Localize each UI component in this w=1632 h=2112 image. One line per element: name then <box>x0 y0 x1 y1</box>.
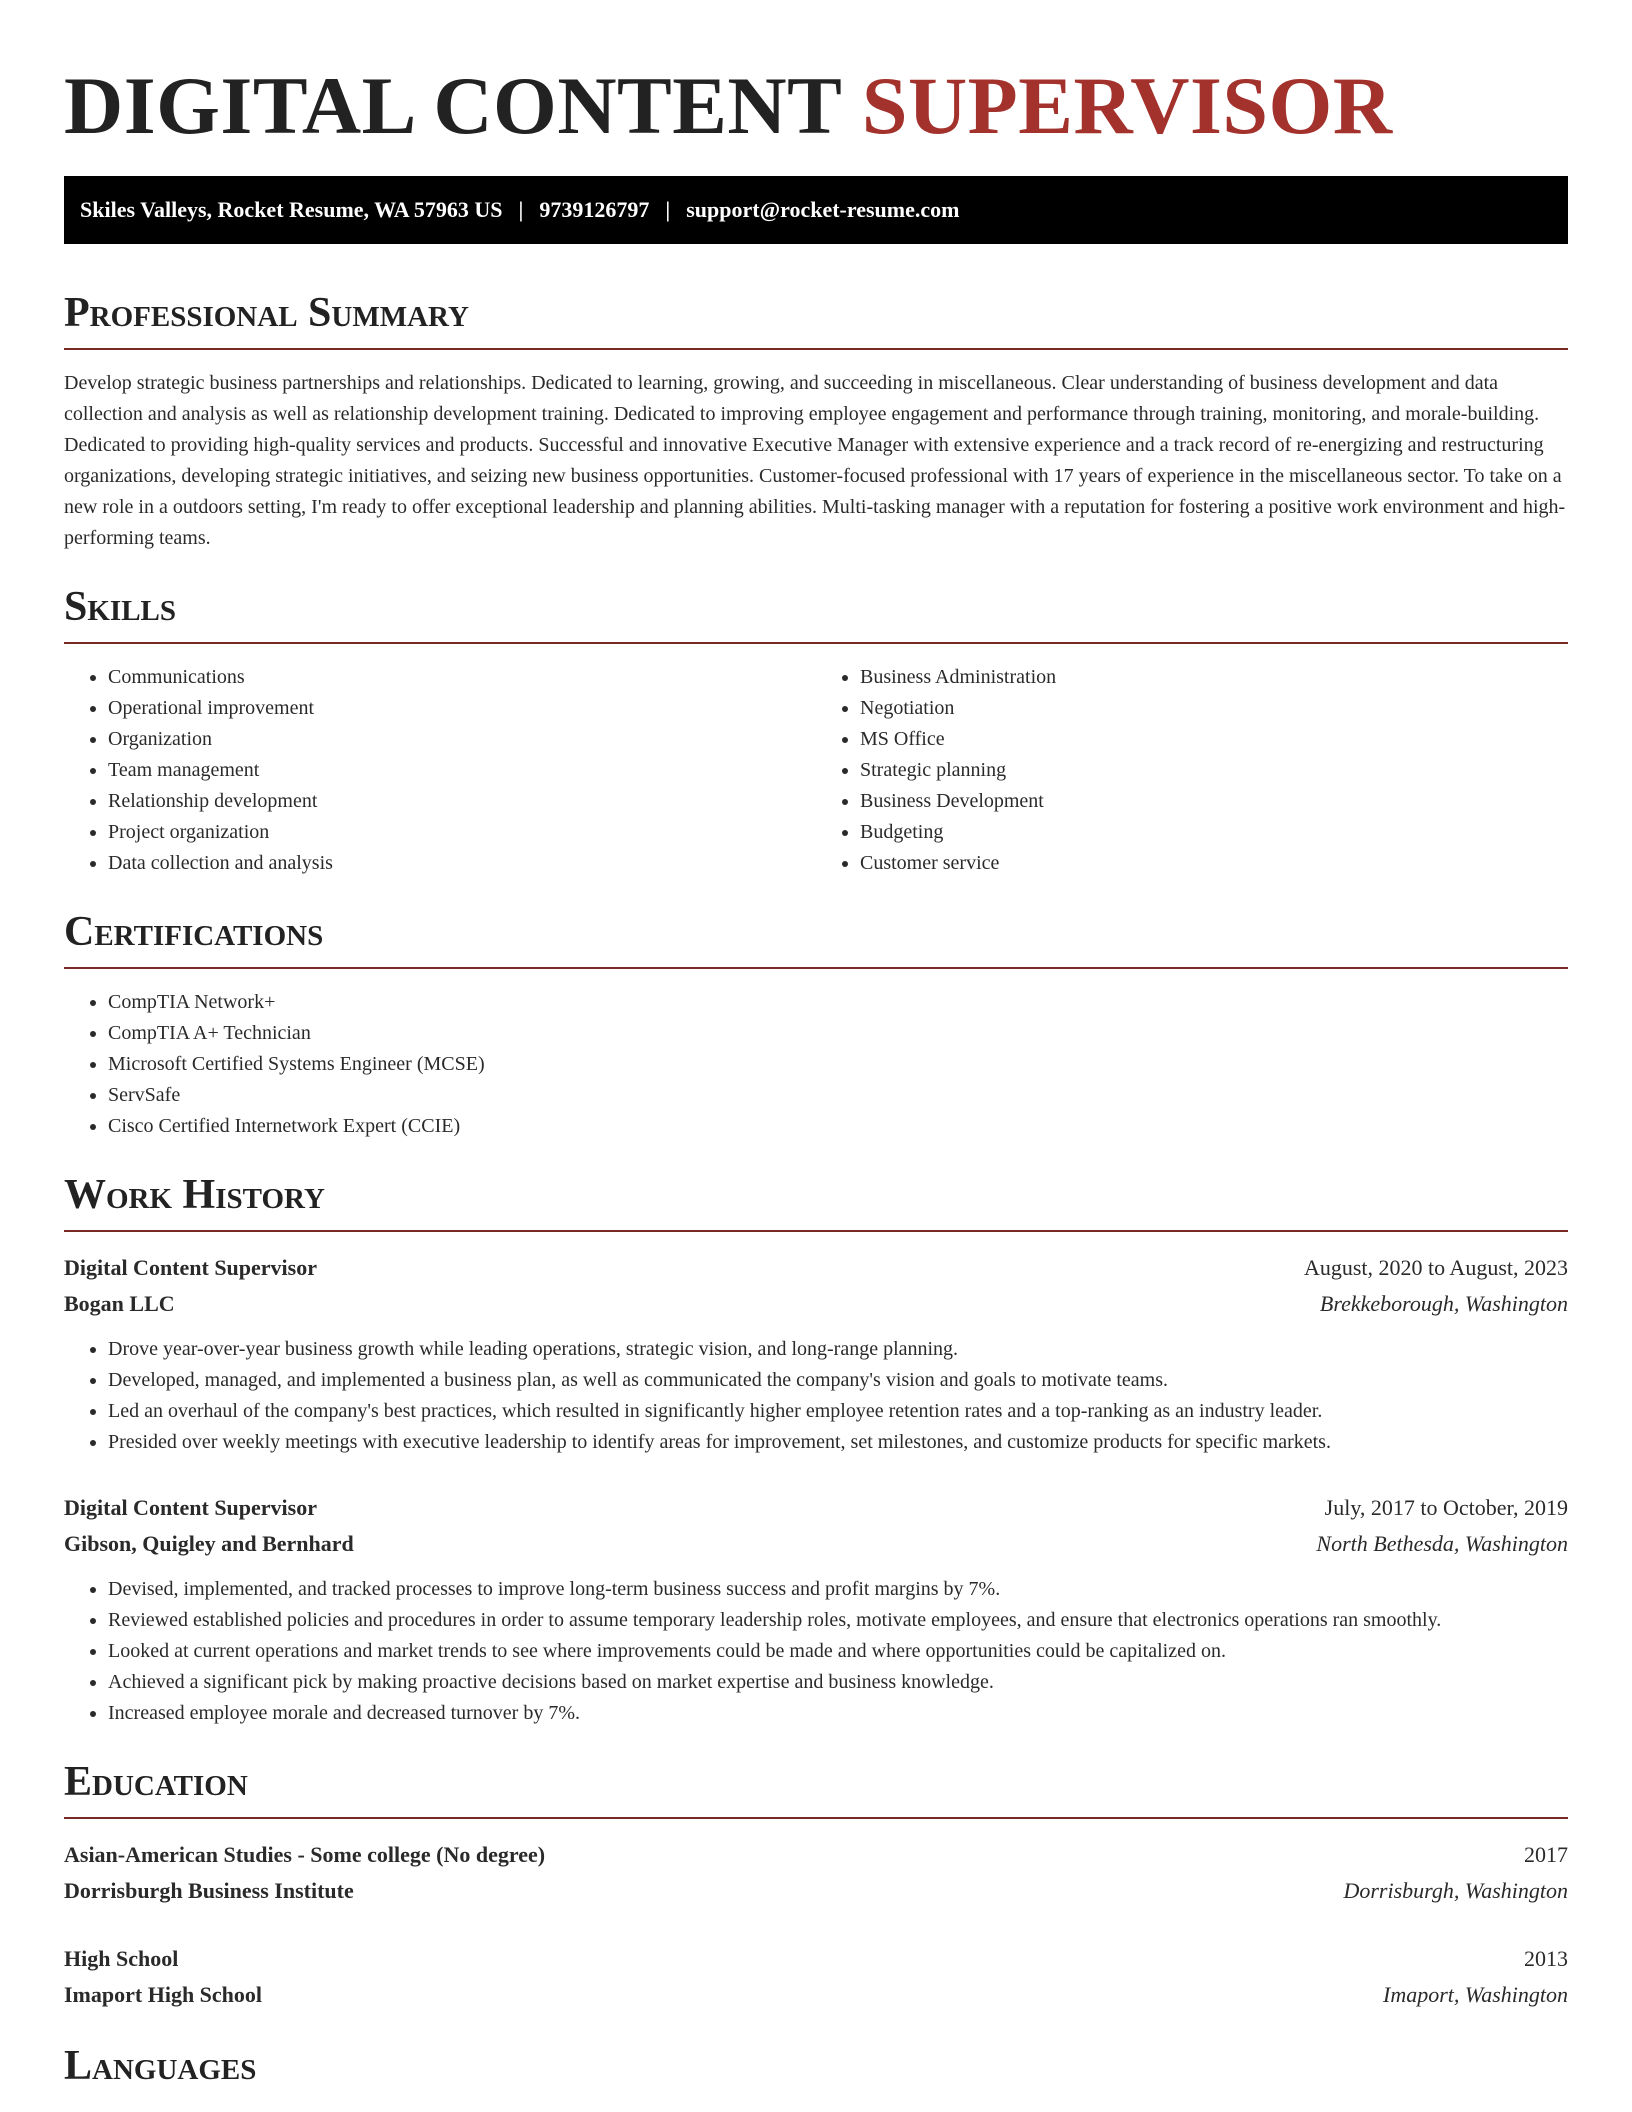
job-company-row <box>64 1526 1568 1562</box>
job-bullet: • Increased employee morale and decreased turnover by 7%. <box>108 1698 1568 1729</box>
job-bullet: • Drove year-over-year business growth while leading operations, strategic vision, and long-range planning. <box>108 1334 1568 1365</box>
section-divider <box>64 967 1568 969</box>
section-divider <box>64 1817 1568 1819</box>
skills-right-list <box>816 662 1568 879</box>
certification-item: • Microsoft Certified Systems Engineer (MCSE) <box>108 1049 1568 1080</box>
skill-item: • MS Office <box>860 724 1568 755</box>
section-divider <box>64 1230 1568 1232</box>
skill-item: • Negotiation <box>860 693 1568 724</box>
job-bullet: • Achieved a significant pick by making proactive decisions based on market expertise and business knowledge. <box>108 1667 1568 1698</box>
education-section <box>64 1757 1568 2013</box>
section-divider <box>64 348 1568 350</box>
education-degree-row <box>64 1837 1568 1873</box>
education-school: Dorrisburgh Business Institute <box>64 1878 354 1903</box>
job-bullet: • Reviewed established policies and procedures in order to assume temporary leadership roles, motivate employees, and ensure that electronics operations ran smoothly. <box>108 1605 1568 1636</box>
job-bullet: • Looked at current operations and market trends to see where improvements could be made and where opportunities could be capitalized on. <box>108 1636 1568 1667</box>
education-entry <box>64 1941 1568 2013</box>
job-location: Brekkeborough, Washington <box>1319 1291 1568 1316</box>
contact-separator: | <box>665 197 671 222</box>
education-location: Dorrisburgh, Washington <box>1343 1878 1568 1903</box>
skill-item: • Budgeting <box>860 817 1568 848</box>
job-title: Digital Content Supervisor <box>64 1255 317 1280</box>
job-company: Gibson, Quigley and Bernhard <box>64 1531 354 1556</box>
skill-item: • Business Administration <box>860 662 1568 693</box>
languages-section <box>64 2041 1568 2091</box>
contact-bar <box>64 176 1568 244</box>
section-heading-certifications: Certifications <box>64 909 324 955</box>
section-heading-languages: Languages <box>64 2043 257 2089</box>
job-bullet: • Developed, managed, and implemented a business plan, as well as communicated the company's vision and goals to motivate teams. <box>108 1365 1568 1396</box>
job-bullets <box>64 1334 1568 1458</box>
resume-title <box>64 0 1568 176</box>
certification-item: • CompTIA Network+ <box>108 987 1568 1018</box>
education-school: Imaport High School <box>64 1982 263 2007</box>
certification-item: • CompTIA A+ Technician <box>108 1018 1568 1049</box>
skill-item: • Project organization <box>108 817 816 848</box>
education-degree-row <box>64 1941 1568 1977</box>
education-degree: High School <box>64 1946 179 1971</box>
job-dates: August, 2020 to August, 2023 <box>1303 1255 1568 1280</box>
summary-section <box>64 288 1568 554</box>
skill-item: • Relationship development <box>108 786 816 817</box>
work-history-section <box>64 1170 1568 1729</box>
job-entry <box>64 1250 1568 1458</box>
skill-item: • Data collection and analysis <box>108 848 816 879</box>
skill-item: • Team management <box>108 755 816 786</box>
job-header-row <box>64 1250 1568 1286</box>
skills-columns <box>64 662 1568 879</box>
certifications-section <box>64 907 1568 1142</box>
education-year: 2013 <box>1524 1946 1568 1971</box>
job-company: Bogan LLC <box>64 1291 175 1316</box>
job-entry <box>64 1490 1568 1729</box>
certification-item: • ServSafe <box>108 1080 1568 1111</box>
job-dates: July, 2017 to October, 2019 <box>1324 1495 1568 1520</box>
section-heading-education: Education <box>64 1759 248 1805</box>
education-location: Imaport, Washington <box>1383 1982 1568 2007</box>
job-location: North Bethesda, Washington <box>1316 1531 1568 1556</box>
job-bullet: • Devised, implemented, and tracked processes to improve long-term business success and profit margins by 7%. <box>108 1574 1568 1605</box>
section-heading-work: Work History <box>64 1172 325 1218</box>
education-year: 2017 <box>1524 1842 1568 1867</box>
skill-item: • Organization <box>108 724 816 755</box>
education-school-row <box>64 1873 1568 1909</box>
section-heading-skills: Skills <box>64 584 177 630</box>
job-bullet: • Presided over weekly meetings with executive leadership to identify areas for improvement, set milestones, and customize products for specific markets. <box>108 1427 1568 1458</box>
title-main: DIGITAL CONTENT <box>64 60 841 151</box>
contact-separator: | <box>518 197 524 222</box>
skill-item: • Operational improvement <box>108 693 816 724</box>
job-company-row <box>64 1286 1568 1322</box>
education-degree: Asian-American Studies - Some college (No degree) <box>64 1842 546 1867</box>
certification-item: • Cisco Certified Internetwork Expert (CCIE) <box>108 1111 1568 1142</box>
contact-address: Skiles Valleys, Rocket Resume, WA 57963 US <box>80 197 503 222</box>
skills-section <box>64 582 1568 879</box>
skill-item: • Communications <box>108 662 816 693</box>
title-accent: SUPERVISOR <box>861 60 1393 151</box>
skills-left-list <box>64 662 816 879</box>
education-entry <box>64 1837 1568 1909</box>
job-header-row <box>64 1490 1568 1526</box>
education-school-row <box>64 1977 1568 2013</box>
section-divider <box>64 642 1568 644</box>
skill-item: • Customer service <box>860 848 1568 879</box>
skill-item: • Strategic planning <box>860 755 1568 786</box>
contact-email: support@rocket-resume.com <box>686 197 960 222</box>
section-heading-summary: Professional Summary <box>64 290 469 336</box>
job-title: Digital Content Supervisor <box>64 1495 317 1520</box>
summary-text: Develop strategic business partnerships and relationships. Dedicated to learning, growing, and succeeding in miscellaneous. Clear understanding of business development and data collection and analysis as well as relationship development training. Dedicated to improving employee engagement and performance through training, monitoring, and morale-building. Dedicated to providing high-quality services and products. Successful and innovative Executive Manager with extensive experience and a track record of re-energizing and restructuring organizations, developing strategic initiatives, and seizing new business opportunities. Customer-focused professional with 17 years of experience in the miscellaneous sector. To take on a new role in a outdoors setting, I'm ready to offer exceptional leadership and planning abilities. Multi-tasking manager with a reputation for fostering a positive work environment and high-performing teams. <box>64 372 1566 549</box>
skill-item: • Business Development <box>860 786 1568 817</box>
contact-phone: 9739126797 <box>539 197 650 222</box>
job-bullets <box>64 1574 1568 1729</box>
job-bullet: • Led an overhaul of the company's best practices, which resulted in significantly higher employee retention rates and a top-ranking as an industry leader. <box>108 1396 1568 1427</box>
certifications-list <box>64 987 1568 1142</box>
